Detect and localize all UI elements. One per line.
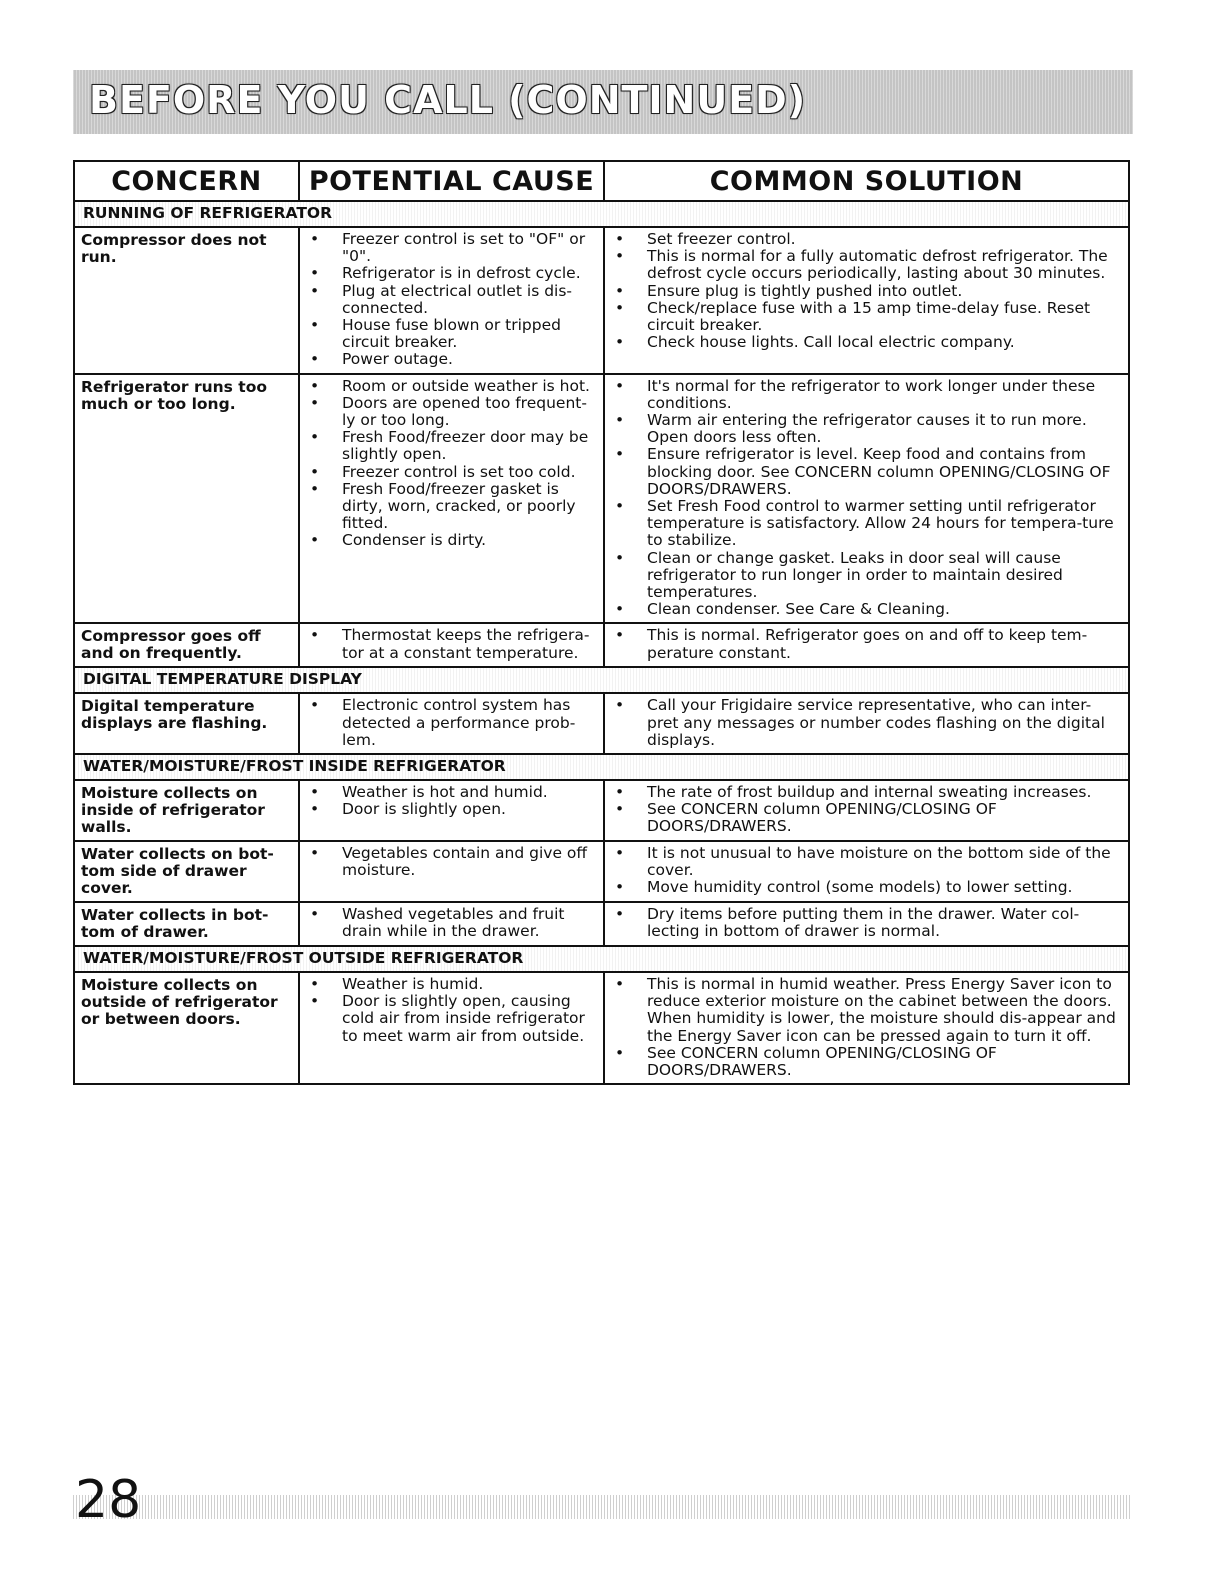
cause-item: • House fuse blown or tripped circuit breaker. (306, 317, 597, 351)
solution-item: • It is not unusual to have moisture on the bottom side of the cover. (611, 845, 1122, 879)
cause-item: • Freezer control is set too cold. (306, 464, 597, 481)
cause-cell (300, 781, 605, 840)
solution-item: • See CONCERN column OPENING/CLOSING OF DOORS/DRAWERS. (611, 1045, 1122, 1079)
cause-item: • Power outage. (306, 351, 597, 368)
header-common-solution: COMMON SOLUTION (709, 165, 1024, 197)
cause-cell (300, 228, 605, 373)
table-header-row (75, 162, 1128, 202)
concern-cell: Digital temperature displays are flashing. (75, 694, 300, 753)
cause-item: • Weather is hot and humid. (306, 784, 597, 801)
solution-item: • Check house lights. Call local electric company. (611, 334, 1122, 351)
cause-list (300, 228, 603, 373)
solution-item: • Clean condenser. See Care & Cleaning. (611, 601, 1122, 618)
solution-cell (605, 375, 1128, 623)
cause-item: • Vegetables contain and give off moisture. (306, 845, 597, 879)
solution-item: • Ensure refrigerator is level. Keep food and contains from blocking door. See CONCERN column OPENING/CLOSING OF DOORS/DRAWERS. (611, 446, 1122, 498)
cause-item: • Electronic control system has detected a performance prob-lem. (306, 697, 597, 749)
header-potential-cause: POTENTIAL CAUSE (300, 162, 605, 200)
cause-list (300, 624, 603, 665)
cause-item: • Room or outside weather is hot. (306, 378, 597, 395)
cause-item: • Door is slightly open. (306, 801, 597, 818)
cause-item: • Condenser is dirty. (306, 532, 597, 549)
cause-cell (300, 973, 605, 1083)
cause-list (300, 375, 603, 554)
cause-list (300, 903, 603, 944)
solution-item: • Warm air entering the refrigerator causes it to run more. Open doors less often. (611, 412, 1122, 446)
solution-list (605, 228, 1128, 355)
page-title: BEFORE YOU CALL (CONTINUED) (89, 78, 807, 122)
section-heading: RUNNING OF REFRIGERATOR (75, 202, 1128, 228)
table-row (75, 781, 1128, 842)
solution-item: • Check/replace fuse with a 15 amp time-delay fuse. Reset circuit breaker. (611, 300, 1122, 334)
solution-cell (605, 694, 1128, 753)
page-number: 28 (75, 1470, 142, 1530)
cause-list (300, 973, 603, 1049)
solution-item: • See CONCERN column OPENING/CLOSING OF DOORS/DRAWERS. (611, 801, 1122, 835)
cause-item: • Plug at electrical outlet is dis-connected. (306, 283, 597, 317)
cause-cell (300, 624, 605, 666)
solution-item: • This is normal for a fully automatic defrost refrigerator. The defrost cycle occurs periodically, lasting about 30 minutes. (611, 248, 1122, 282)
solution-cell (605, 903, 1128, 945)
troubleshooting-table (73, 160, 1130, 1085)
solution-item: • It's normal for the refrigerator to work longer under these conditions. (611, 378, 1122, 412)
cause-cell (300, 903, 605, 945)
solution-item: • Set freezer control. (611, 231, 1122, 248)
cause-cell (300, 842, 605, 901)
cause-list (300, 781, 603, 822)
solution-list (605, 842, 1128, 901)
solution-list (605, 973, 1128, 1083)
cause-item: • Fresh Food/freezer gasket is dirty, worn, cracked, or poorly fitted. (306, 481, 597, 533)
concern-cell: Moisture collects on outside of refrigerator or between doors. (75, 973, 300, 1083)
solution-list (605, 375, 1128, 623)
footer-bar (73, 1495, 1130, 1519)
solution-item: • This is normal in humid weather. Press Energy Saver icon to reduce exterior moisture on the cabinet between the doors. When humidity is lower, the moisture should dis-appear and the Energy Saver icon can be pressed again to turn it off. (611, 976, 1122, 1045)
cause-list (300, 694, 603, 753)
solution-item: • Set Fresh Food control to warmer setting until refrigerator temperature is satisfactory. Allow 24 hours for tempera-ture to stabilize. (611, 498, 1122, 550)
section-heading: WATER/MOISTURE/FROST OUTSIDE REFRIGERATOR (75, 947, 1128, 973)
solution-item: • Clean or change gasket. Leaks in door seal will cause refrigerator to run longer in order to maintain desired temperatures. (611, 550, 1122, 602)
solution-item: • Ensure plug is tightly pushed into outlet. (611, 283, 1122, 300)
concern-cell: Refrigerator runs too much or too long. (75, 375, 300, 623)
cause-cell (300, 694, 605, 753)
cause-list (300, 842, 603, 883)
solution-list (605, 624, 1128, 665)
section-heading: WATER/MOISTURE/FROST INSIDE REFRIGERATOR (75, 755, 1128, 781)
solution-cell (605, 228, 1128, 373)
concern-cell: Compressor goes off and on frequently. (75, 624, 300, 666)
solution-list (605, 781, 1128, 840)
table-row (75, 375, 1128, 625)
solution-list (605, 903, 1128, 944)
table-row (75, 624, 1128, 668)
cause-item: • Door is slightly open, causing cold air from inside refrigerator to meet warm air from outside. (306, 993, 597, 1045)
solution-cell (605, 842, 1128, 901)
cause-cell (300, 375, 605, 623)
concern-cell: Water collects in bot-tom of drawer. (75, 903, 300, 945)
table-row (75, 903, 1128, 947)
solution-item: • Dry items before putting them in the drawer. Water col-lecting in bottom of drawer is normal. (611, 906, 1122, 940)
solution-cell (605, 781, 1128, 840)
cause-item: • Weather is humid. (306, 976, 597, 993)
section-heading: DIGITAL TEMPERATURE DISPLAY (75, 668, 1128, 694)
solution-item: • The rate of frost buildup and internal sweating increases. (611, 784, 1122, 801)
title-banner (73, 70, 1133, 134)
cause-item: • Doors are opened too frequent-ly or too long. (306, 395, 597, 429)
concern-cell: Compressor does not run. (75, 228, 300, 373)
table-body (75, 202, 1128, 1083)
table-row (75, 228, 1128, 375)
solution-item: • Call your Frigidaire service representative, who can inter-pret any messages or number codes flashing on the digital displays. (611, 697, 1122, 749)
solution-cell (605, 973, 1128, 1083)
solution-cell (605, 624, 1128, 666)
cause-item: • Refrigerator is in defrost cycle. (306, 265, 597, 282)
solution-list (605, 694, 1128, 753)
concern-cell: Moisture collects on inside of refrigerator walls. (75, 781, 300, 840)
cause-item: • Fresh Food/freezer door may be slightly open. (306, 429, 597, 463)
solution-item: • This is normal. Refrigerator goes on and off to keep tem-perature constant. (611, 627, 1122, 661)
table-row (75, 694, 1128, 755)
cause-item: • Washed vegetables and fruit drain while in the drawer. (306, 906, 597, 940)
cause-item: • Freezer control is set to "OF" or "0". (306, 231, 597, 265)
cause-item: • Thermostat keeps the refrigera-tor at a constant temperature. (306, 627, 597, 661)
solution-item: • Move humidity control (some models) to lower setting. (611, 879, 1122, 896)
header-concern: CONCERN (75, 162, 300, 200)
table-row (75, 973, 1128, 1083)
concern-cell: Water collects on bot-tom side of drawer cover. (75, 842, 300, 901)
table-row (75, 842, 1128, 903)
